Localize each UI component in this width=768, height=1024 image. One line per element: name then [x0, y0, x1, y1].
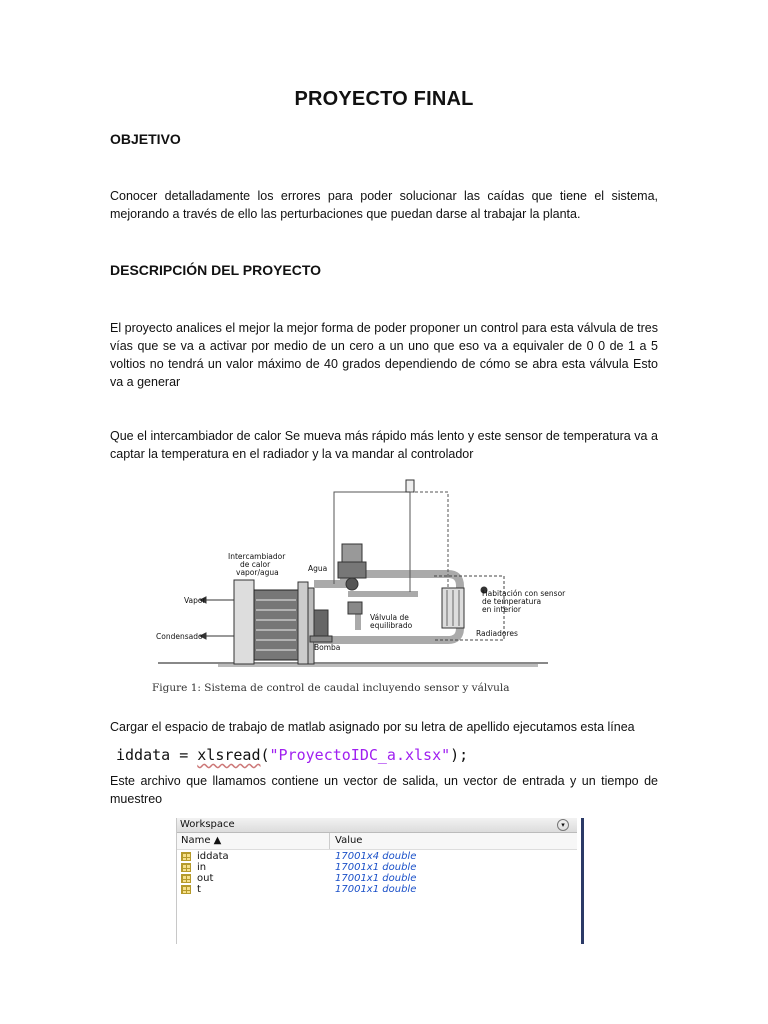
workspace-header — [177, 833, 577, 850]
variable-value: 17001x4 double — [335, 851, 417, 862]
code-function: xlsread — [197, 746, 261, 764]
workspace-title-bar — [177, 818, 577, 833]
variable-name: out — [197, 873, 214, 884]
descripcion-heading: DESCRIPCIÓN DEL PROYECTO — [110, 262, 322, 278]
variable-value: 17001x1 double — [335, 862, 417, 873]
variable-name: in — [197, 862, 207, 873]
variable-value: 17001x1 double — [335, 873, 417, 884]
pump — [314, 610, 328, 638]
column-value-header[interactable]: Value — [335, 835, 363, 846]
label-habitacion-2: de temperatura — [482, 597, 542, 606]
matlab-paragraph: Cargar el espacio de trabajo de matlab asignado por su letra de apellido ejecutamos esta línea — [110, 720, 635, 734]
variable-name: t — [197, 884, 201, 895]
workspace-menu-icon[interactable]: ▾ — [557, 819, 569, 831]
label-exchanger-2: de calor — [240, 560, 271, 569]
variable-icon — [181, 874, 191, 883]
workspace-edge — [581, 818, 584, 944]
workspace-row[interactable] — [177, 851, 577, 862]
code-open: ( — [260, 746, 270, 764]
label-exchanger-1: Intercambiador — [228, 552, 286, 561]
variable-icon — [181, 852, 191, 861]
code-lhs: iddata = — [116, 746, 198, 764]
variable-name: iddata — [197, 851, 229, 862]
figure-caption: Figure 1: Sistema de control de caudal incluyendo sensor y válvula — [152, 682, 510, 694]
matlab-code-line — [116, 746, 468, 768]
label-habitacion-3: en interior — [482, 605, 521, 614]
code-string-arg: "ProyectoIDC_a.xlsx" — [269, 746, 451, 764]
exchanger-left-plate — [234, 580, 254, 664]
page-title: PROYECTO FINAL — [294, 88, 474, 110]
descripcion-paragraph-2: Que el intercambiador de calor Se mueva más rápido más lento y este sensor de temperatura va a captar la temperatura en el radiador y la va mandar al controlador — [110, 429, 658, 461]
column-name-header[interactable]: Name ▲ — [181, 835, 222, 846]
workspace-title: Workspace — [180, 819, 235, 830]
label-vapor: Vapor — [184, 596, 206, 605]
label-valvula-2: equilibrado — [370, 621, 413, 630]
label-habitacion-1: Habitación con sensor — [482, 589, 566, 598]
objetivo-paragraph: Conocer detalladamente los errores para poder solucionar las caídas que tiene el sistema, mejorando a través de ello las perturbaciones que puedan darse al trabajar la planta. — [110, 189, 658, 221]
label-bomba: Bomba — [314, 643, 341, 652]
descripcion-paragraph-1: El proyecto analices el mejor la mejor forma de poder proponer un control para esta válvula de tres vías que se va a activar por medio de un cero a un uno que eso va a equivaler de 0 0 de 1 a 5 voltios no tendrá un valor máximo de 40 grados dependiendo de cómo se abra esta válvula Esto va a generar — [110, 321, 658, 389]
heating-system-figure — [148, 472, 618, 700]
variable-icon — [181, 863, 191, 872]
three-way-valve — [342, 544, 362, 562]
label-radiadores: Radiadores — [476, 629, 518, 638]
matlab-workspace-panel — [176, 818, 583, 944]
balancing-valve — [348, 602, 362, 614]
label-valvula-1: Válvula de — [370, 613, 409, 622]
archivo-paragraph: Este archivo que llamamos contiene un vector de salida, un vector de entrada y un tiempo de muestreo — [110, 774, 658, 806]
workspace-row[interactable] — [177, 873, 577, 884]
label-exchanger-3: vapor/agua — [236, 568, 279, 577]
objetivo-heading: OBJETIVO — [110, 131, 181, 147]
label-agua: Agua — [308, 564, 328, 573]
workspace-row[interactable] — [177, 862, 577, 873]
code-close: ); — [450, 746, 469, 764]
variable-value: 17001x1 double — [335, 884, 417, 895]
controller-box — [406, 480, 414, 492]
label-condensado: Condensado — [156, 632, 203, 641]
variable-icon — [181, 885, 191, 894]
workspace-row[interactable] — [177, 884, 577, 895]
